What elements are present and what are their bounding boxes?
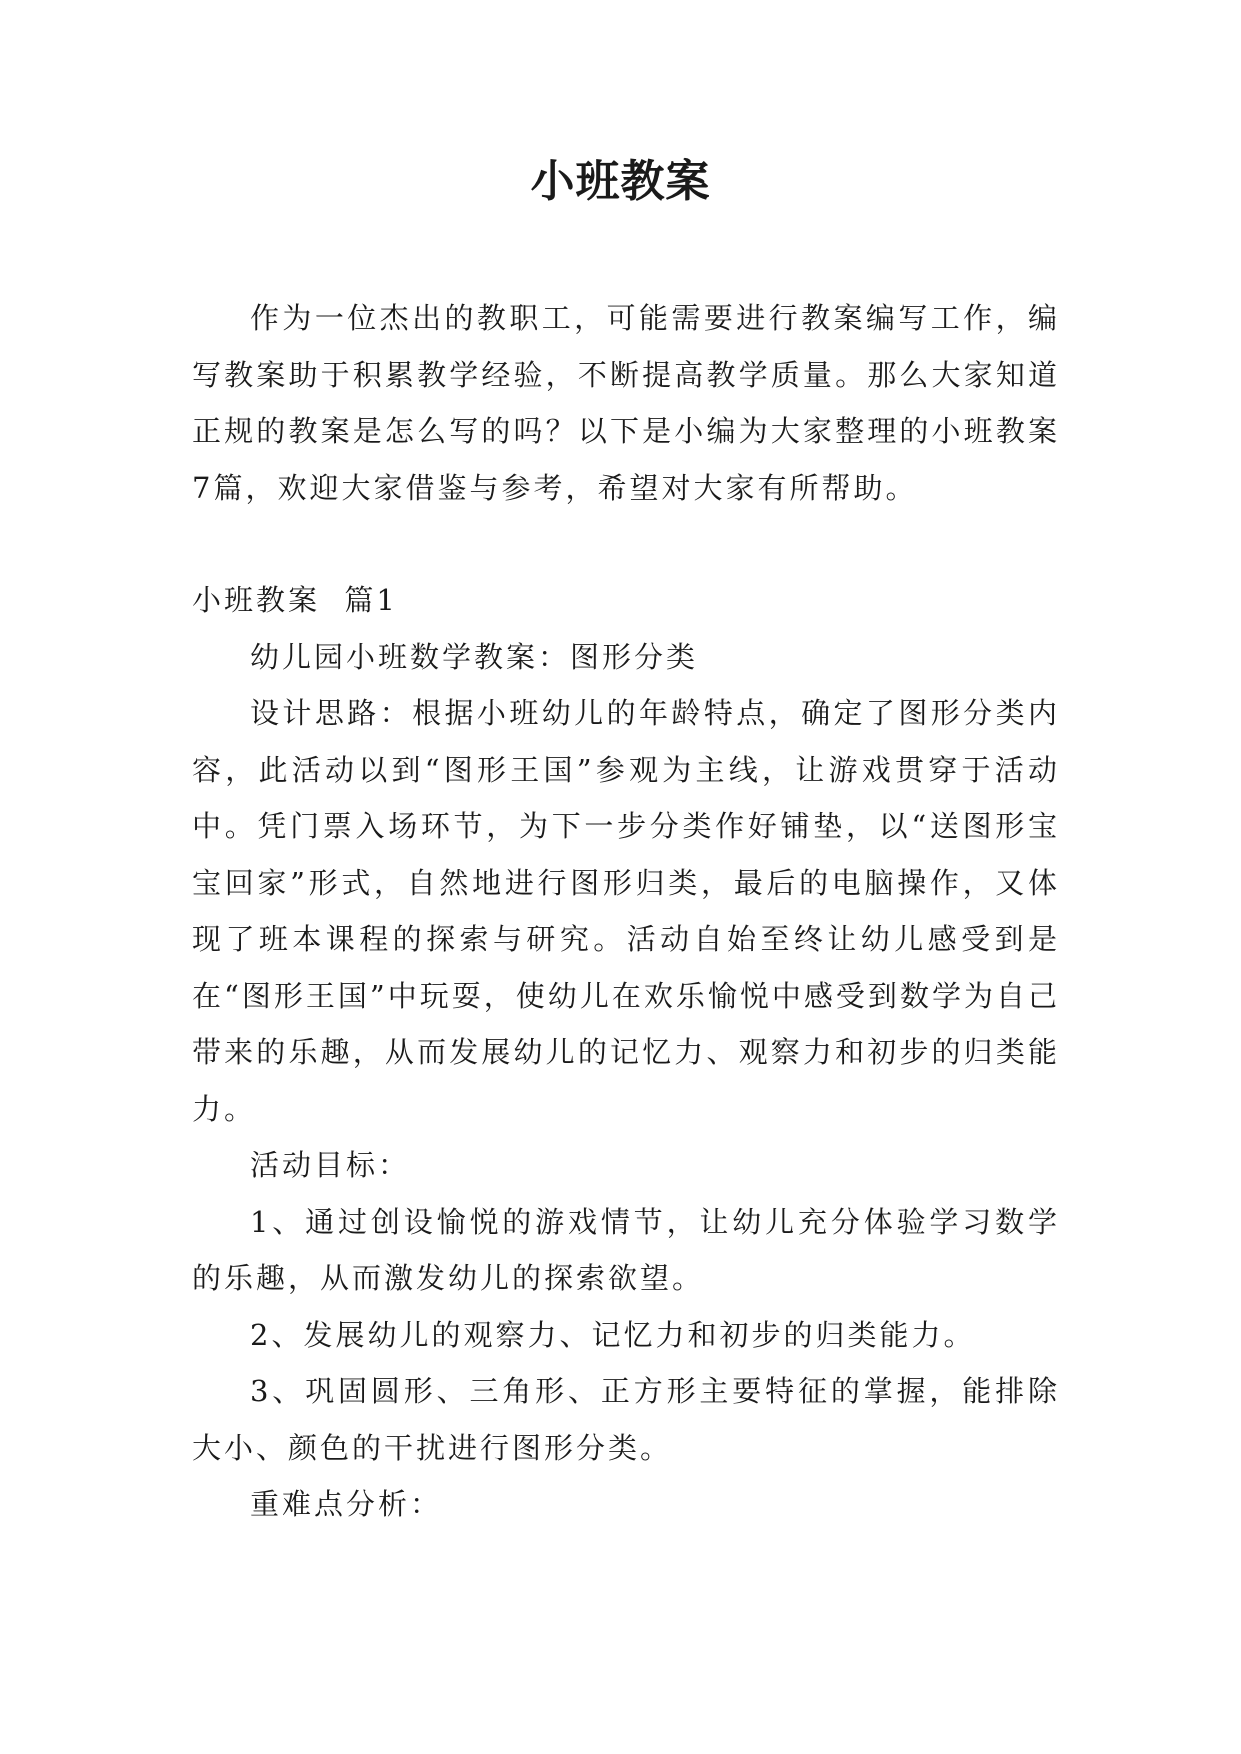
lesson-title: 幼儿园小班数学教案：图形分类 (250, 639, 699, 674)
design-idea-paragraph: 设计思路：根据小班幼儿的年龄特点，确定了图形分类内容，此活动以到“图形王国”参观为主线，让游戏贯穿于活动中。凭门票入场环节，为下一步分类作好铺垫，以“送图形宝宝回家”形式，自然地进行图形归类，最后的电脑操作，又体现了班本课程的探索与研究。活动自始至终让幼儿感受到是在“图形王国”中玩耍，使幼儿在欢乐愉悦中感受到数学为自己带来的乐趣，从而发展幼儿的记忆力、观察力和初步的归类能力。 (192, 696, 1060, 1126)
document-title: 小班教案 (530, 156, 711, 207)
objectives-heading: 活动目标： (250, 1148, 411, 1182)
objective-item-1: 1、通过创设愉悦的游戏情节，让幼儿充分体验学习数学的乐趣，从而激发幼儿的探索欲望。 (192, 1204, 1060, 1295)
key-points-heading: 重难点分析： (250, 1487, 443, 1521)
section-heading: 小班教案 篇1 (192, 583, 398, 617)
paragraph-gap (192, 516, 1060, 572)
objective-item-3: 3、巩固圆形、三角形、正方形主要特征的掌握，能排除大小、颜色的干扰进行图形分类。 (192, 1374, 1060, 1465)
document-body (192, 290, 1060, 1533)
objective-item-2: 2、发展幼儿的观察力、记忆力和初步的归类能力。 (250, 1317, 976, 1352)
intro-paragraph: 作为一位杰出的教职工，可能需要进行教案编写工作，编写教案助于积累教学经验，不断提高教学质量。那么大家知道正规的教案是怎么写的吗？以下是小编为大家整理的小班教案7篇，欢迎大家借鉴与参考，希望对大家有所帮助。 (192, 301, 1060, 505)
